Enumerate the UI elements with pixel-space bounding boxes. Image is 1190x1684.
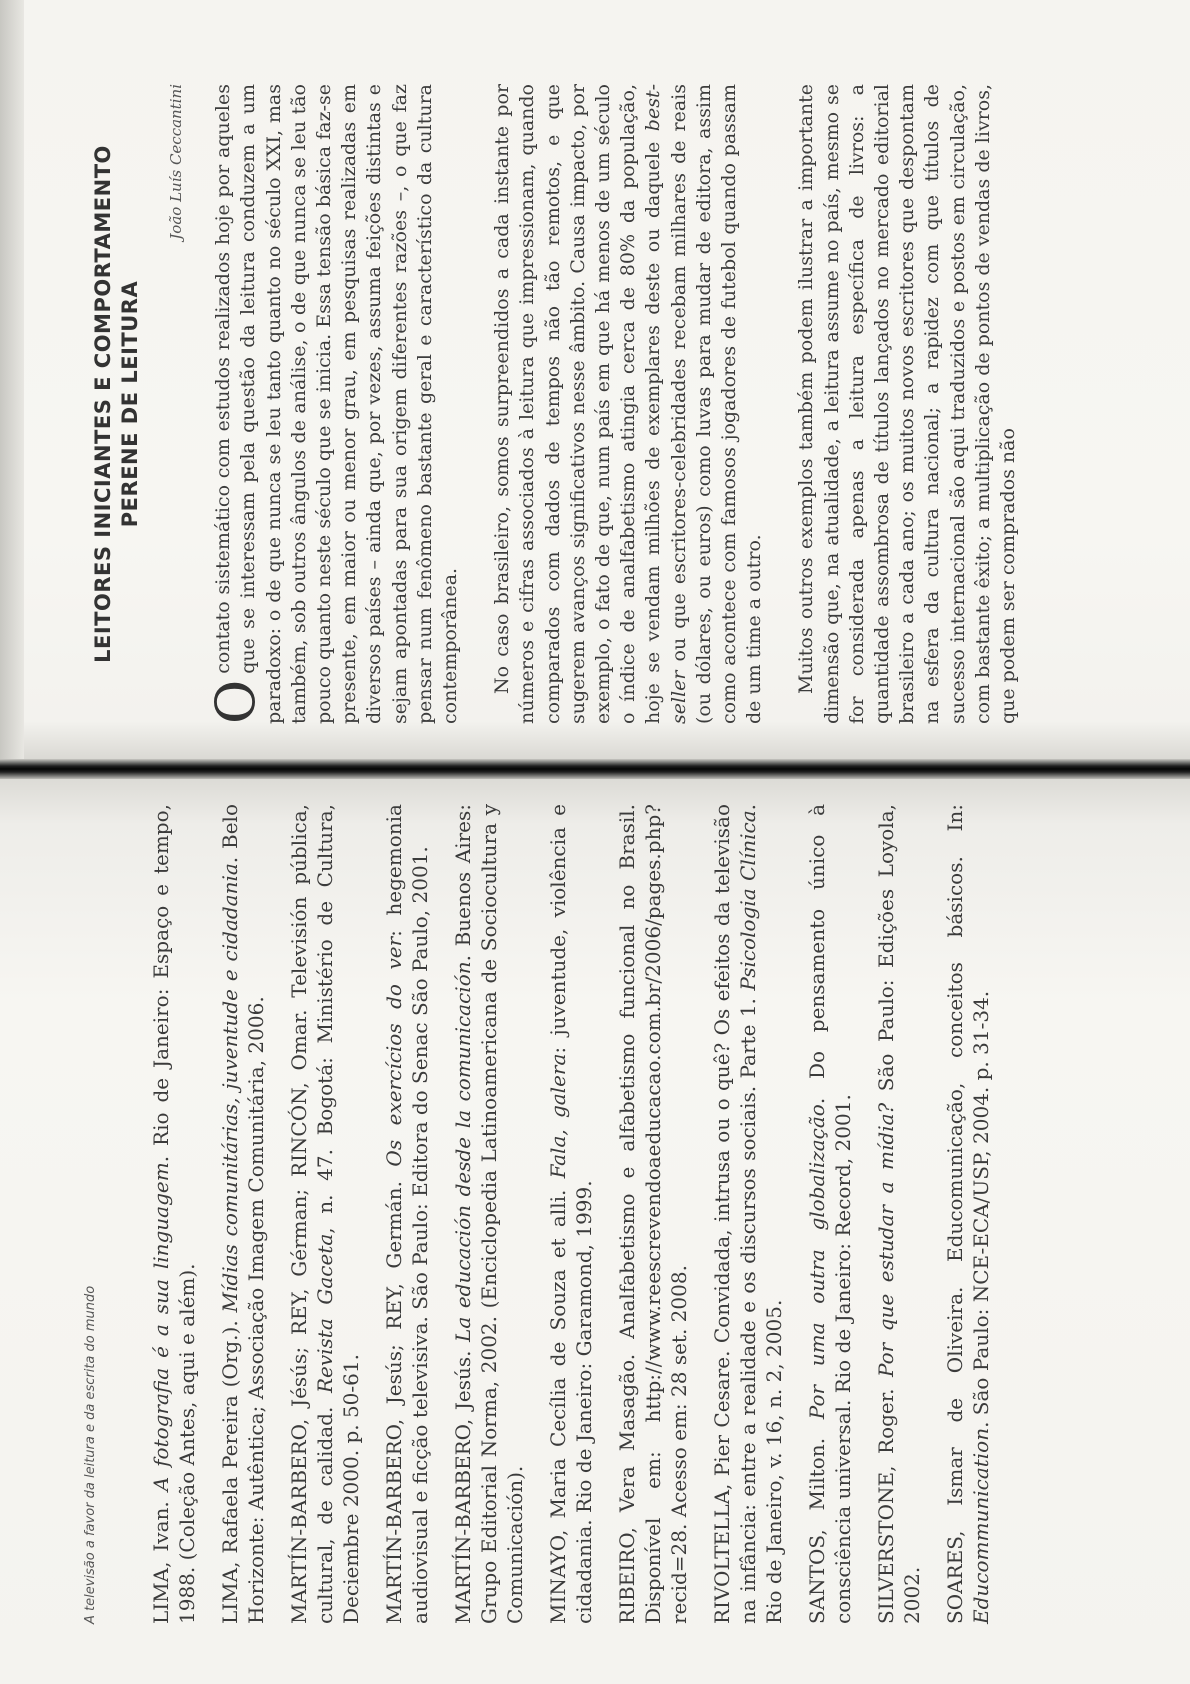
page-edge-shadow (0, 0, 24, 759)
reference-text: SANTOS, Milton. (805, 1419, 829, 1624)
reference-text: RIVOLTELLA, Pier Cesare. Convidada, intrusa ou o quê? Os efeitos da televisão na infância: entre a realidade e os discursos sociais. Parte 1. (710, 804, 760, 1624)
reference-text: LIMA, Rafaela Pereira (Org.). (218, 1312, 242, 1624)
paragraph-2-text-a: No caso brasileiro, somos surpreendidos a cada instante por números e cifras associados à leitura que impressionam, quando comparados com dados de tempos não tão remotos, e que sugerem avanços significativos nesse âmbito. Causa impacto, por exemplo, o fato de que, num país em que há menos de um século o índice de analfabetismo atingia cerca de 80% da população, hoje se vendam milhões de exemplares deste ou daquele (491, 84, 665, 724)
reference-title: Mídias comunitárias, juventude e cidadania (218, 863, 242, 1313)
reference-entry (450, 804, 528, 1624)
reference-entry (709, 804, 787, 1624)
book-gutter (0, 759, 1190, 779)
reference-entry (942, 804, 994, 1624)
reference-text: . Rio de Janeiro: Espaço e tempo, 1988. (Coleção Antes, aqui e além). (149, 803, 199, 1624)
reference-text: . Do pensamento único à consciência universal. Rio de Janeiro: Record, 2001. (805, 803, 855, 1624)
paragraph-3: Muitos outros exemplos também podem ilustrar a importante dimensão que, na atualidade, a leitura assume no país, mesmo se for considerada apenas a leitura específica de livros: a quantidade assombrosa de títulos lançados no mercado editorial brasileiro a cada ano; os muitos novos escritores que despontam na esfera da cultura nacional; a rapidez com que títulos de sucesso internacional são aqui traduzidos e postos em circulação, com bastante êxito; a multiplicação de pontos de vendas de livros, que podem ser comprados não (795, 84, 1020, 724)
reference-text: . Rio de Janeiro, v. 16, n. 2, 2005. (736, 804, 786, 1624)
reference-title: La educación desde la comunicación (451, 961, 475, 1342)
paragraph-1 (204, 84, 463, 724)
reference-text: . São Paulo: NCE-ECA/USP, 2004. p. 31-34. (969, 990, 993, 1428)
chapter-title-line-1: LEITORES INICIANTES E COMPORTAMENTO (91, 145, 115, 663)
reference-entry (545, 804, 597, 1624)
reference-text: . Buenos Aires: Grupo Editorial Norma, 2002. (Enciclopedia Latinoamericana de Sociocultura y Comunicación). (451, 804, 527, 1624)
drop-cap: O (204, 679, 268, 724)
paragraph-2-text-b: ou que escritores-celebridades recebam milhares de reais (ou dólares, ou euros) como luvas para mudar de editora, assim como acontece com famosos jogadores de futebol quando passam de um time a outro. (667, 84, 766, 724)
reference-entry (217, 804, 269, 1624)
reference-title: Os exercícios do ver (382, 936, 406, 1167)
reference-title: A fotografia é a sua linguagem (149, 1162, 173, 1492)
reference-title: Por que estudar a mídia? (874, 1102, 898, 1377)
reference-text: LIMA, Ivan. (149, 1491, 173, 1624)
paragraph-2 (490, 84, 767, 724)
reference-entry (614, 804, 692, 1624)
reference-entry (286, 804, 364, 1624)
reference-text: , n. 47. Bogotá: Ministério de Cultura, Deciembre 2000. p. 50-61. (313, 804, 363, 1624)
reference-title: Psicologia Clínica (736, 810, 760, 991)
right-page-content (90, 84, 1048, 724)
reference-text: MINAYO, Maria Cecília de Souza et alli. (546, 1178, 570, 1624)
reference-text: : juventude, violência e cidadania. Rio de Janeiro: Garamond, 1999. (546, 804, 596, 1624)
reference-text: São Paulo: Edições Loyola, 2002. (874, 804, 924, 1624)
reference-entry (381, 804, 433, 1624)
reference-text: MARTÍN-BARBERO, Jésús; REY, Gérman; RINCÓN, Omar. Televisión pública, cultural, de calidad. (287, 804, 337, 1624)
chapter-author: João Luís Ceccantini (167, 84, 185, 240)
left-page-content (78, 804, 1011, 1624)
reference-title: Revista Gaceta (313, 1233, 337, 1394)
reference-title: Fala, galera (546, 1053, 570, 1179)
reference-text: MARTÍN-BARBERO, Jesús. (451, 1341, 475, 1624)
paragraph-2-emphasis: best-seller (642, 84, 690, 724)
chapter-title (90, 84, 144, 724)
reference-entry (873, 804, 925, 1624)
reference-text: : hegemonia audiovisual e ficção televisiva. São Paulo: Editora do Senac São Paulo, 2001. (382, 804, 432, 1624)
reference-title: Por uma outra globalização (805, 1104, 829, 1420)
running-head: A televisão a favor da leitura e da escrita do mundo (83, 1285, 98, 1624)
reference-entry (148, 804, 200, 1624)
paragraph-1-text: contato sistemático com estudos realizados hoje por aqueles que se interessam pela questão da leitura conduzem a um paradoxo: o de que nunca se leu tanto quanto no século XXI, mas também, sob outros ângulos de análise, o de que nunca se leu tão pouco quanto neste século que se inicia. Essa tensão básica faz-se presente, em maior ou menor grau, em pesquisas realizadas em diversos países – ainda que, por vezes, assuma feições distintas e sejam apontadas para sua origem diferentes razões –, o que faz pensar num fenômeno bastante geral e característico da cultura contemporânea. (212, 84, 462, 724)
reference-text: RIBEIRO, Vera Masagão. Analfabetismo e alfabetismo funcional no Brasil. Disponível em: http://www.reescrevendoaeducacao.com.br/2006/pages.php?recid=28. Acesso em: 28 set. 2008. (615, 804, 691, 1624)
reference-text: . Belo Horizonte: Autêntica; Associação Imagem Comunitária, 2006. (218, 804, 268, 1624)
reference-list (148, 804, 994, 1624)
reference-text: SILVERSTONE, Roger. (874, 1377, 898, 1624)
reference-text: MARTÍN-BARBERO, Jesús; REY, Germán. (382, 1166, 406, 1624)
reference-title: Educommunication (969, 1427, 993, 1624)
reference-entry (804, 804, 856, 1624)
chapter-title-line-2: PERENE DE LEITURA (118, 280, 142, 528)
reference-text: SOARES, Ismar de Oliveira. Educomunicação, conceitos básicos. In: (943, 804, 967, 1624)
